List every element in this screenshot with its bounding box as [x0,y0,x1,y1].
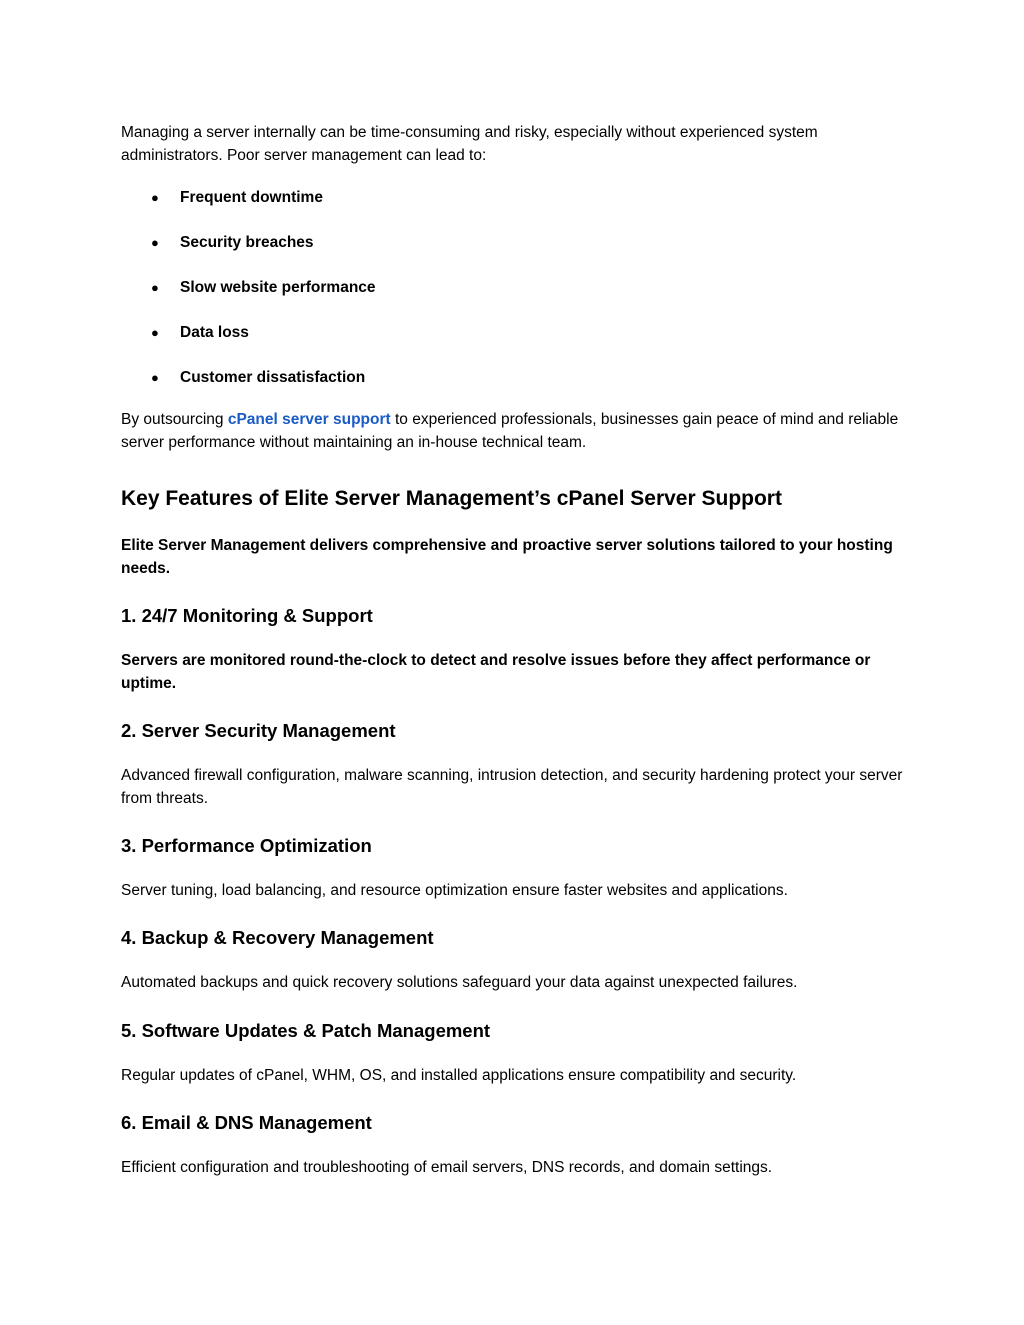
bullet-text: Data loss [180,324,249,341]
feature-title-email-dns: 6. Email & DNS Management [121,1112,372,1133]
bullet-text: Slow website performance [180,279,376,296]
bullet-dot-icon: ● [151,190,159,205]
bullet-dot-icon: ● [151,280,159,295]
cpanel-server-support-link[interactable]: cPanel server support [227,411,391,428]
feature-title-monitoring: 1. 24/7 Monitoring & Support [121,605,373,626]
intro-paragraph: Managing a server internally can be time-consuming and risky, especially without experienced system administrators. Poor server management can lead to: [121,124,818,164]
bullet-item [121,366,821,389]
features-heading: Key Features of Elite Server Management’s cPanel Server Support [121,487,782,510]
bullet-dot-icon: ● [151,235,159,250]
feature-title-updates: 5. Software Updates & Patch Management [121,1020,491,1041]
outsourcing-text-before: By outsourcing [121,411,228,428]
bullet-dot-icon: ● [151,325,159,340]
feature-body-email-dns: Efficient configuration and troubleshooting of email servers, DNS records, and domain settings. [121,1159,773,1176]
bullet-text: Security breaches [180,234,314,251]
bullet-item [121,186,821,209]
bullet-item [121,276,821,299]
bullet-item [121,231,821,254]
feature-title-backup: 4. Backup & Recovery Management [121,927,434,948]
bullet-text: Frequent downtime [180,189,323,206]
outsourcing-paragraph [121,408,906,454]
bullet-text: Customer dissatisfaction [180,369,366,386]
feature-body-updates: Regular updates of cPanel, WHM, OS, and installed applications ensure compatibility and security. [121,1067,797,1084]
features-lead: Elite Server Management delivers comprehensive and proactive server solutions tailored to your hosting needs. [121,537,893,577]
feature-title-performance: 3. Performance Optimization [121,835,372,856]
feature-body-monitoring: Servers are monitored round-the-clock to detect and resolve issues before they affect performance or uptime. [121,652,871,692]
feature-body-security: Advanced firewall configuration, malware scanning, intrusion detection, and security hardening protect your server from threats. [121,767,903,807]
feature-body-performance: Server tuning, load balancing, and resource optimization ensure faster websites and applications. [121,882,788,899]
feature-title-security: 2. Server Security Management [121,720,396,741]
bullet-dot-icon: ● [151,370,159,385]
feature-body-backup: Automated backups and quick recovery solutions safeguard your data against unexpected failures. [121,974,798,991]
outsourcing-text-after: to experienced professionals, businesses gain peace of mind and reliable server performance without maintaining an in-house technical team. [121,411,899,451]
bullet-item [121,321,821,344]
